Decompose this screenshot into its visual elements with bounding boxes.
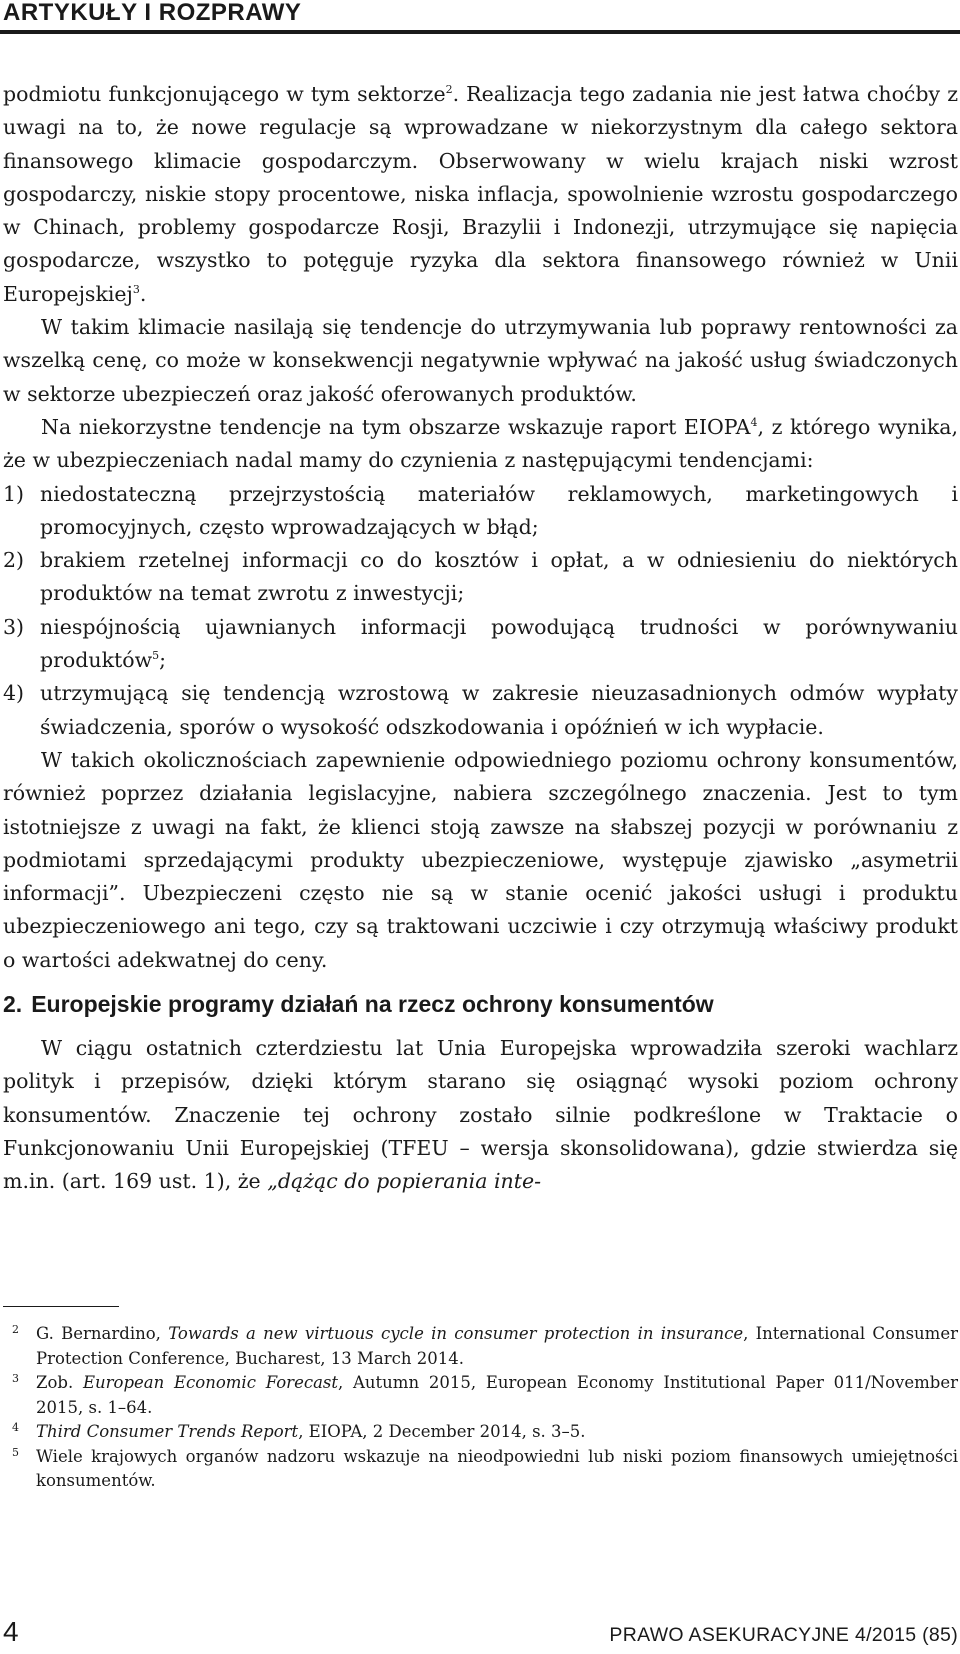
- footnote-ref-2[interactable]: 2: [445, 83, 453, 97]
- main-text: [3, 78, 958, 1199]
- footnote-title: European Economic Forecast: [82, 1373, 339, 1392]
- running-header-title: ARTYKUŁY I ROZPRAWY: [3, 0, 302, 26]
- paragraph-4: W takich okolicznościach zapewnienie odpowiedniego poziomu ochrony konsumentów, również poprzez działania legislacyjne, nabiera szczególnego znaczenia. Jest to tym istotniejsze z uwagi na fakt, że klienci stoją zawsze na słabszej pozycji w porównaniu z podmiotami sprzedającymi produkty ubezpieczeniowe, występuje zjawisko „asymetrii informacji”. Ubezpieczeni często nie są w stanie ocenić jakości usługi i produktu ubezpieczeniowego ani tego, czy są traktowani uczciwie i czy otrzymują właściwy produkt o wartości adekwatnej do ceny.: [3, 747, 958, 972]
- paragraph-1: [3, 78, 958, 311]
- footnote-text: Zob.: [36, 1373, 83, 1392]
- paragraph-1-text-a: podmiotu funkcjonującego w tym sektorze: [3, 82, 446, 106]
- paragraph-5-quote: „dążąc do popierania inte-: [267, 1169, 542, 1194]
- footnote-2: [3, 1322, 958, 1371]
- paragraph-3-text-a: Na niekorzystne tendencje na tym obszarze wskazuje raport EIOPA: [41, 414, 751, 439]
- footnote-number: 5: [12, 1445, 19, 1459]
- footnote-number: 4: [12, 1421, 19, 1434]
- list-item-number: 4): [3, 681, 25, 706]
- footnote-title: Towards a new virtuous cycle in consumer protection in insurance: [168, 1324, 744, 1343]
- page-number: 4: [3, 1616, 19, 1647]
- section-title: Europejskie programy działań na rzecz ochrony konsumentów: [31, 991, 714, 1018]
- paragraph-3-text-b: , z którego wynika, że w ubezpieczeniach nadal mamy do czynienia z następującymi tendencjami:: [3, 414, 958, 473]
- footnote-text-post: , EIOPA, 2 December 2014, s. 3–5.: [298, 1422, 586, 1441]
- list-item-number: 2): [3, 548, 25, 573]
- footnote-5: [3, 1445, 958, 1494]
- footnote-text-post: , Autumn 2015, European Economy Institutional Paper 011/November 2015, s. 1–64.: [36, 1373, 959, 1417]
- footnote-text: Wiele krajowych organów nadzoru wskazuje na nieodpowiedni lub niski poziom finansowych umiejętności konsumentów.: [36, 1446, 958, 1490]
- footnote-number: 3: [12, 1372, 19, 1385]
- footnote-number: 2: [12, 1323, 19, 1336]
- list-item-text: brakiem rzetelnej informacji co do kosztów i opłat, a w odniesieniu do niektórych produktów na temat zwrotu z inwestycji;: [40, 548, 958, 606]
- tendencies-list: [3, 478, 958, 744]
- footnote-4: [3, 1420, 958, 1445]
- list-item: [3, 544, 958, 611]
- paragraph-2: W takim klimacie nasilają się tendencje do utrzymywania lub poprawy rentowności za wszelką cenę, co może w konsekwencji negatywnie wpływać na jakość usług świadczonych w sektorze ubezpieczeń oraz jakość oferowanych produktów.: [3, 315, 958, 406]
- footnote-ref-3[interactable]: 3: [132, 282, 140, 296]
- journal-name: PRAWO ASEKURACYJNE 4/2015 (85): [609, 1624, 958, 1646]
- paragraph-1-text-c: .: [139, 281, 147, 306]
- list-item-text: niedostateczną przejrzystością materiałów reklamowych, marketingowych i promocyjnych, często wprowadzających w błąd;: [40, 481, 958, 539]
- paragraph-1-text-b: . Realizacja tego zadania nie jest łatwa choćby z uwagi na to, że nowe regulacje są wprowadzane w niekorzystnym dla całego sektora finansowego klimacie gospodarczym. Obserwowany w wielu krajach niski wzrost gospodarczy, niskie stopy procentowe, niska inflacja, spowolnienie wzrostu gospodarczego w Chinach, problemy gospodarcze Rosji, Brazylii i Indonezji, utrzymujące się napięcia gospodarcze, wszystko to potęguje ryzyka dla sektora finansowego również w Unii Europejskiej: [3, 82, 959, 306]
- list-item-number: 3): [3, 614, 25, 639]
- header-rule: [0, 30, 960, 34]
- footnote-3: [3, 1371, 958, 1420]
- list-item: [3, 478, 958, 545]
- list-item-number: 1): [3, 481, 25, 506]
- paragraph-5-text: W ciągu ostatnich czterdziestu lat Unia Europejska wprowadziła szeroki wachlarz polityk i przepisów, dzięki którym starano się osiągnąć wysoki poziom ochrony konsumentów. Znaczenie tej ochrony zostało silnie podkreślone w Traktacie o Funkcjonowaniu Unii Europejskiej (TFEU – wersja skonsolidowana), gdzie stwierdza się m.in. (art. 169 ust. 1), że: [3, 1036, 958, 1194]
- footnote-text-post: , International Consumer Protection Conference, Bucharest, 13 March 2014.: [36, 1324, 958, 1368]
- footnote-ref-5[interactable]: 5: [152, 649, 160, 663]
- footnote-title: Third Consumer Trends Report: [36, 1422, 299, 1441]
- paragraph-3: [3, 411, 958, 478]
- paragraph-5: [3, 1032, 958, 1198]
- footnote-separator: [3, 1306, 119, 1307]
- footnotes: [3, 1322, 958, 1494]
- list-item-text: utrzymującą się tendencją wzrostową w zakresie nieuzasadnionych odmów wypłaty świadczenia, sporów o wysokość odszkodowania i opóźnień w ich wypłacie.: [40, 681, 958, 739]
- list-item-tail: ;: [159, 648, 167, 673]
- section-number: 2.: [3, 991, 23, 1018]
- list-item: [3, 677, 958, 744]
- list-item-text: niespójnością ujawnianych informacji powodującą trudności w porównywaniu produktów: [40, 614, 958, 673]
- list-item: [3, 611, 958, 678]
- footnote-ref-4[interactable]: 4: [750, 416, 758, 430]
- footnote-text: G. Bernardino,: [36, 1324, 169, 1343]
- section-heading: [3, 988, 958, 1021]
